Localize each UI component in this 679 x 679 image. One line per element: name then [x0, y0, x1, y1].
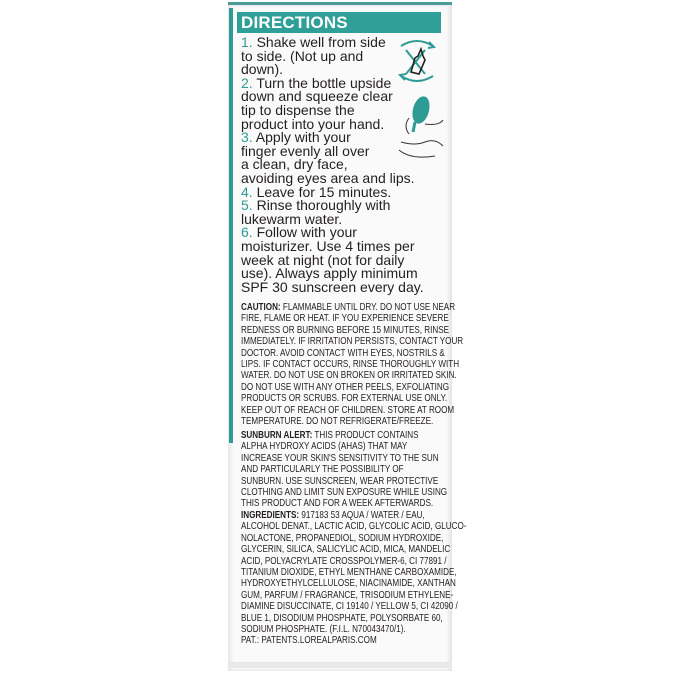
step-text: Shake well from side: [252, 34, 386, 50]
step-number: 1.: [241, 34, 253, 50]
ingredients-text: NOLACTONE, PROPANEDIOL, SODIUM HYDROXIDE,: [241, 532, 444, 544]
sunburn-line: [241, 430, 444, 441]
caution-text: REDNESS OR BURNING BEFORE 15 MINUTES, RINSE: [241, 324, 450, 336]
sunburn-text: AND PARTICULARLY THE POSSIBILITY OF: [241, 464, 404, 476]
ingredients-text: ALCOHOL DENAT., LACTIC ACID, GLYCOLIC ACID, GLUCO-: [241, 521, 467, 533]
sunburn-text: SUNBURN. USE SUNSCREEN, WEAR PROTECTIVE: [241, 475, 439, 487]
step-text: lukewarm water.: [241, 210, 343, 227]
caution-text: IMMEDIATELY. IF IRRITATION PERSISTS, CONTACT YOUR: [241, 336, 464, 348]
ingredients-line: [241, 510, 444, 521]
step-text: down).: [241, 61, 284, 78]
sunburn-alert-text: [241, 430, 448, 510]
caution-label: CAUTION:: [241, 302, 281, 313]
step-text: Leave for 15 minutes.: [252, 183, 392, 200]
ingredients-text: BLUE 1, DISODIUM PHOSPHATE, POLYSORBATE 60,: [241, 612, 443, 624]
squeeze-hand-icon: [395, 90, 445, 165]
caution-text: TEMPERATURE. DO NOT REFRIGERATE/FREEZE.: [241, 416, 434, 428]
shake-bottle-icon: [395, 36, 439, 86]
caution-text: KEEP OUT OF REACH OF CHILDREN. STORE AT ROOM: [241, 404, 455, 416]
caution-text: FIRE, FLAME OR HEAT. IF YOU EXPERIENCE SEVERE: [241, 313, 449, 325]
teal-side-strip: [229, 8, 233, 443]
ingredients-text: PAT.: PATENTS.LOREALPARIS.COM: [241, 635, 377, 647]
step-text: finger evenly all over: [241, 142, 370, 159]
step-text: down and squeeze clear: [241, 88, 393, 105]
step-text: avoiding eyes area and lips.: [241, 169, 415, 186]
ingredients-text: DIAMINE DISUCCINATE, CI 19140 / YELLOW 5, CI 42090 /: [241, 601, 458, 613]
directions-header: [237, 12, 441, 33]
ingredients-text: ACID, POLYACRYLATE CROSSPOLYMER-6, CI 77891 /: [241, 555, 447, 567]
ingredients-text: HYDROXYETHYLCELLULOSE, NIACINAMIDE, XANTHAN: [241, 578, 456, 590]
step-text: Apply with your: [252, 129, 351, 146]
step-text: Rinse thoroughly with: [252, 197, 391, 214]
caution-text: WATER. DO NOT USE ON BROKEN OR IRRITATED SKIN.: [241, 370, 457, 382]
step-text: week at night (not for daily: [241, 251, 405, 268]
ingredients-label: INGREDIENTS:: [241, 510, 300, 521]
ingredients-text: GLYCERIN, SILICA, SALICYLIC ACID, MICA, MANDELIC: [241, 544, 451, 556]
ingredients-text: GUM, PARFUM / FRAGRANCE, TRISODIUM ETHYLENE-: [241, 589, 454, 601]
step-text: product into your hand.: [241, 115, 385, 132]
step-number: 3.: [241, 129, 253, 146]
step-text: tip to dispense the: [241, 101, 355, 118]
caution-text: FLAMMABLE UNTIL DRY. DO NOT USE NEAR: [280, 302, 456, 313]
ingredients-text: [241, 510, 467, 647]
step-number: 2.: [241, 74, 253, 91]
caution-text: DOCTOR. AVOID CONTACT WITH EYES, NOSTRILS &: [241, 347, 445, 359]
ingredients-text: SODIUM PHOSPHATE. (F.I.L. N70043470/1).: [241, 624, 406, 636]
caution-text: LIPS. IF CONTACT OCCURS, RINSE THOROUGHLY WITH: [241, 359, 460, 371]
sunburn-text: INCREASE YOUR SKIN'S SENSITIVITY TO THE SUN: [241, 452, 439, 464]
step-text: moisturizer. Use 4 times per: [241, 237, 415, 254]
step-number: 5.: [241, 197, 253, 214]
caution-text: DO NOT USE WITH ANY OTHER PEELS, EXFOLIATING: [241, 381, 450, 393]
step-text: SPF 30 sunscreen every day.: [241, 278, 424, 295]
step-text: a clean, dry face,: [241, 156, 348, 173]
step-text: Follow with your: [252, 224, 357, 241]
caution-text: PRODUCTS OR SCRUBS. FOR EXTERNAL USE ONLY.: [241, 393, 448, 405]
sunburn-text: THIS PRODUCT CONTAINS: [312, 430, 419, 441]
step-text: Turn the bottle upside: [252, 74, 392, 91]
ingredients-text: 917183 53 AQUA / WATER / EAU,: [299, 510, 425, 521]
caution-line: [241, 302, 456, 313]
sunburn-text: ALPHA HYDROXY ACIDS (AHAS) THAT MAY: [241, 441, 408, 453]
step-text: to side. (Not up and: [241, 47, 364, 64]
ingredients-text: TITANIUM DIOXIDE, ETHYL MENTHANE CARBOXAMIDE,: [241, 567, 457, 579]
sunburn-text: CLOTHING AND LIMIT SUN EXPOSURE WHILE USING: [241, 487, 448, 499]
sunburn-label: SUNBURN ALERT:: [241, 430, 313, 441]
box-bottom-edge: [228, 662, 452, 668]
caution-text: [241, 302, 464, 428]
step-text: use). Always apply minimum: [241, 265, 418, 282]
step-number: 6.: [241, 224, 253, 241]
sunburn-text: THIS PRODUCT AND FOR A WEEK AFTERWARDS.: [241, 498, 434, 510]
step-number: 4.: [241, 183, 253, 200]
directions-title: DIRECTIONS: [241, 13, 348, 32]
